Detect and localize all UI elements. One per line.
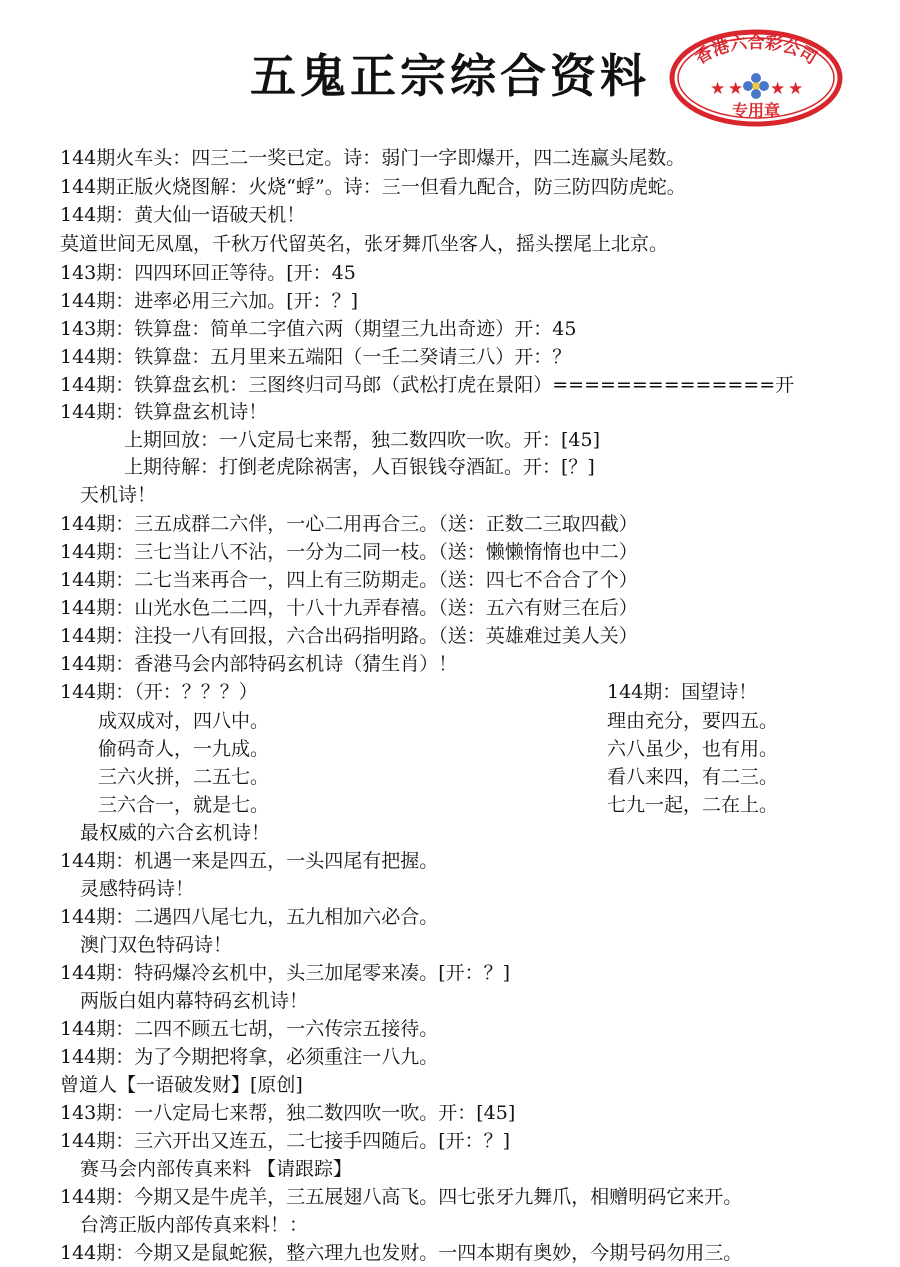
section-heading: 天机诗！ — [80, 484, 157, 506]
text-line: 143期：铁算盘：简单二字值六两（期望三九出奇迹）开：45 — [60, 318, 577, 340]
section-heading: 赛马会内部传真来料 【请跟踪】 — [80, 1158, 353, 1180]
right-poem-line: 七九一起，二在上。 — [607, 794, 779, 816]
text-line: 144期火车头：四三二一奖已定。诗：弱门一字即爆开，四二连赢头尾数。 — [60, 147, 686, 169]
section-heading: 曾道人【一语破发财】[原创] — [60, 1074, 303, 1096]
text-line: 144期：今期又是鼠蛇猴，整六理九也发财。一四本期有奥妙，今期号码勿用三。 — [60, 1242, 743, 1264]
section-heading: 两版白姐内幕特码玄机诗！ — [80, 990, 309, 1012]
poem-line: 三六火拼，二五七。 — [98, 766, 270, 788]
text-line: 144期：三六开出又连五，二七接手四随后。[开：？] — [60, 1130, 511, 1152]
text-line: 144期：铁算盘玄机诗！ — [60, 401, 268, 423]
poem-line: 三六合一，就是七。 — [98, 794, 270, 816]
text-line: 143期：一八定局七来帮，独二数四吹一吹。开：[45] — [60, 1102, 516, 1124]
right-poem-line: 六八虽少，也有用。 — [607, 738, 779, 760]
text-line: 143期：四四环回正等待。[开：45 — [60, 262, 356, 284]
section-heading: 澳门双色特码诗！ — [80, 934, 233, 956]
text-line: 144期：二四不顾五七胡，一六传宗五接待。 — [60, 1018, 439, 1040]
section-heading: 最权威的六合玄机诗！ — [80, 822, 271, 844]
text-line: 144期：黄大仙一语破天机！ — [60, 204, 306, 226]
text-line: 上期待解：打倒老虎除祸害，人百银钱夺酒缸。开：[？] — [124, 456, 595, 478]
text-line: 144期：注投一八有回报，六合出码指明路。（送：英雄难过美人关） — [60, 625, 638, 647]
text-line: 144期：香港马会内部特码玄机诗（猜生肖）！ — [60, 653, 458, 675]
svg-text:★: ★ — [728, 79, 744, 99]
flower-icon — [743, 73, 769, 99]
text-line: 莫道世间无凤凰，千秋万代留英名，张牙舞爪坐客人，摇头摆尾上北京。 — [60, 233, 669, 255]
text-line: 144期：今期又是牛虎羊，三五展翅八高飞。四七张牙九舞爪，相赠明码它来开。 — [60, 1186, 743, 1208]
text-line: 144期：特码爆冷玄机中，头三加尾零来凑。[开：？] — [60, 962, 511, 984]
svg-text:★: ★ — [770, 79, 786, 99]
text-line: 上期回放：一八定局七来帮，独二数四吹一吹。开：[45] — [124, 429, 601, 451]
text-line: 144期：三五成群二六伴，一心二用再合三。（送：正数二三取四截） — [60, 513, 638, 535]
right-poem-line: 看八来四，有二三。 — [607, 766, 779, 788]
section-heading: 台湾正版内部传真来料！： — [80, 1214, 309, 1236]
svg-text:专用章: 专用章 — [731, 101, 781, 120]
text-line: 144期：铁算盘玄机：三图终归司马郎（武松打虎在景阳）==============开 — [60, 374, 795, 396]
poem-line: 偷码奇人，一九成。 — [98, 738, 270, 760]
text-line: 144期：二七当来再合一，四上有三防期走。（送：四七不合合了个） — [60, 569, 638, 591]
text-line: 144期：铁算盘：五月里来五端阳（一壬二癸请三八）开：？ — [60, 346, 572, 368]
right-poem-line: 理由充分，要四五。 — [607, 710, 779, 732]
text-line: 144期：三七当让八不沾，一分为二同一枝。（送：懒懒惰惰也中二） — [60, 541, 638, 563]
right-poem-heading: 144期：国望诗！ — [607, 681, 758, 703]
text-line: 144期：为了今期把将拿，必须重注一八九。 — [60, 1046, 439, 1068]
company-seal-stamp — [668, 28, 844, 128]
text-line: 144期：二遇四八尾七九，五九相加六必合。 — [60, 906, 439, 928]
text-line: 144期：机遇一来是四五，一头四尾有把握。 — [60, 850, 439, 872]
text-line: 144期正版火烧图解：火烧“蜉”。诗：三一但看九配合，防三防四防虎蛇。 — [60, 176, 686, 198]
svg-text:香港六合彩公司: 香港六合彩公司 — [691, 33, 821, 69]
page-title: 五鬼正宗综合资料 — [250, 49, 650, 103]
text-line: 144期：进率必用三六加。[开：？] — [60, 290, 359, 312]
text-line: 144期：山光水色二二四，十八十九弄春禧。（送：五六有财三在后） — [60, 597, 638, 619]
svg-text:★: ★ — [788, 79, 804, 99]
poem-line: 成双成对，四八中。 — [98, 710, 270, 732]
svg-text:★: ★ — [710, 79, 726, 99]
section-heading: 灵感特码诗！ — [80, 878, 195, 900]
text-line: 144期：（开：？？？） — [60, 681, 258, 703]
